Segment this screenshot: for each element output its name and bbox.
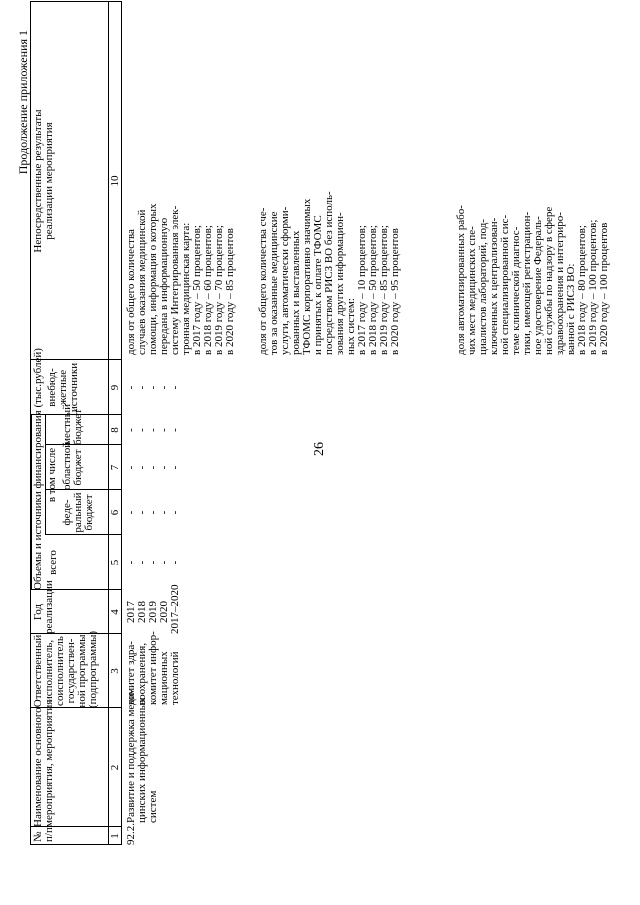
header-extra-2: жетные (57, 369, 69, 406)
header-year-1: Год (32, 603, 44, 621)
row-year-period: 2017–2020 (169, 584, 181, 634)
result-line: чих мест медицинских спе- (466, 226, 478, 355)
row-name-line-3: систем (147, 790, 159, 823)
result-line: ванной с РИСЗ ВО: (565, 263, 577, 355)
dash: - (125, 385, 137, 390)
dash: - (125, 560, 137, 565)
row-executor-line-2: воохранения, (136, 642, 148, 705)
result-line: ное удостоверение Федераль- (532, 216, 544, 355)
row-name-line-1: Развитие и поддержка меди- (125, 689, 137, 823)
header-year-2: реализации (43, 580, 55, 634)
colnum-7: 7 (109, 464, 121, 471)
result-line: в 2020 году – 100 процентов (598, 222, 610, 355)
row-executor-line-4: мационных (158, 651, 170, 705)
colnum-5: 5 (109, 559, 121, 566)
dash: - (125, 465, 137, 470)
result-line: в 2017 году – 10 процентов; (356, 225, 368, 355)
header-federal-2: ральный (72, 492, 84, 533)
result-line: теме клинической диагнос- (510, 226, 522, 355)
dash: - (158, 510, 170, 515)
result-line: ключенных к централизован- (488, 217, 500, 355)
result-line: в 2020 году – 95 процентов (389, 228, 401, 355)
dash: - (125, 428, 137, 432)
dash: - (136, 385, 148, 390)
col-border-0 (30, 844, 122, 845)
dash: - (136, 465, 148, 470)
header-extra-1: внебюд- (46, 368, 58, 407)
dash: - (147, 465, 159, 470)
dash: - (147, 510, 159, 515)
row-executor-line-5: технологий (169, 651, 181, 705)
header-num-2: п/п (43, 827, 55, 842)
result-line: в 2018 году – 60 процентов; (202, 225, 214, 355)
result-line: случаев оказания медицинской (136, 209, 148, 355)
result-line: в 2019 году – 85 процентов; (378, 225, 390, 355)
header-results-1: Непосредственные результаты (32, 109, 44, 253)
result-line: тов за оказанные медицинские (268, 211, 280, 355)
header-results-2: реализации мероприятия (43, 122, 55, 240)
header-executor-5: ной программы (76, 634, 88, 708)
dash: - (136, 428, 148, 432)
colnum-10: 10 (109, 175, 121, 187)
row-year-2019: 2019 (147, 601, 159, 623)
row-name-line-2: цинских информационных (136, 697, 148, 823)
header-executor-2: исполнитель, (43, 639, 55, 703)
dash: - (136, 510, 148, 515)
header-total: всего (47, 550, 59, 575)
result-line: ной службы по надзору в сфере (543, 206, 555, 355)
header-including: в том числе (46, 447, 58, 503)
header-bottom-border (108, 2, 109, 845)
result-line: в 2017 году – 50 процентов; (191, 225, 203, 355)
result-line: посредством РИСЗ ВО без исполь- (323, 191, 335, 355)
page-number: 26 (312, 442, 327, 456)
dash: - (158, 385, 170, 390)
dash: - (147, 560, 159, 565)
dash: - (147, 428, 159, 432)
dash: - (136, 560, 148, 565)
result-line: ТФОМС корпоративно значимых (301, 198, 313, 355)
dash: - (169, 465, 181, 470)
header-federal-1: феде- (61, 499, 73, 526)
result-line: доля автоматизированных рабо- (455, 205, 467, 355)
result-line: в 2018 году – 80 процентов; (576, 225, 588, 355)
column-numbers-border (121, 2, 122, 845)
result-line: зования других информацион- (334, 212, 346, 355)
result-line: ной специализированной сис- (499, 214, 511, 355)
row-executor-line-1: комитет здра- (125, 641, 137, 705)
header-num-1: № (32, 831, 44, 842)
result-line: помощи, информация о которых (147, 203, 159, 355)
header-local-1: местный (61, 404, 73, 445)
header-executor-6: (подпрограммы) (87, 630, 99, 708)
dash: - (158, 428, 170, 432)
header-funding-group: Объемы и источники финансирования (тыс.рублей) (32, 348, 44, 590)
dash: - (147, 385, 159, 390)
result-line: ных систем: (345, 298, 357, 355)
colnum-8: 8 (109, 427, 121, 433)
header-regional-2: бюджет (72, 449, 84, 486)
result-line: в 2019 году – 100 процентов; (587, 219, 599, 355)
dash: - (169, 510, 181, 515)
colnum-4: 4 (109, 609, 121, 615)
result-line: в 2019 году – 70 процентов; (213, 225, 225, 355)
result-line: доля от общего количества сче- (257, 207, 269, 355)
colnum-9: 9 (109, 384, 121, 391)
dash: - (158, 465, 170, 470)
header-regional-1: областной (61, 441, 73, 490)
header-local-2: бюджет (72, 409, 84, 445)
colnum-6: 6 (109, 509, 121, 516)
dash: - (125, 510, 137, 515)
header-executor-3: соисполнитель (54, 636, 66, 706)
result-line: систему Интегрированная элек- (169, 205, 181, 355)
continuation-label: Продолжение приложения 1 (16, 30, 30, 175)
result-line: и принятых к оплате ТФОМС (312, 215, 324, 355)
header-name-2: мероприятия, мероприятия (43, 699, 55, 827)
row-executor-line-3: комитет инфор- (147, 631, 159, 705)
header-extra-3: источники (68, 362, 80, 413)
result-line: услуги, автоматически сформи- (279, 206, 291, 355)
result-line: тронная медицинская карта: (180, 222, 192, 355)
result-line: здравоохранения и интегриро- (554, 212, 566, 355)
header-executor-1: Ответственный (32, 634, 44, 708)
row-number: 92.2. (125, 823, 137, 845)
header-executor-4: государствен- (65, 638, 77, 704)
dash: - (169, 428, 181, 432)
dash: - (158, 560, 170, 565)
result-line: доля от общего количества (125, 229, 137, 355)
result-line: циалистов лабораторий, под- (477, 219, 489, 355)
row-year-2017: 2017 (125, 601, 137, 623)
header-name-1: Наименование основного (32, 707, 44, 827)
result-line: в 2018 году – 50 процентов; (367, 225, 379, 355)
row-year-2018: 2018 (136, 601, 148, 623)
result-line: в 2020 году – 85 процентов (224, 228, 236, 355)
colnum-1: 1 (109, 833, 121, 839)
colnum-2: 2 (109, 764, 121, 771)
dash: - (169, 385, 181, 390)
result-line: тики, имеющей регистрацион- (521, 211, 533, 355)
result-line: передана в информационную (158, 217, 170, 355)
dash: - (169, 560, 181, 565)
colnum-3: 3 (109, 668, 121, 674)
result-line: рованных и выставленных (290, 230, 302, 355)
header-federal-3: бюджет (83, 494, 95, 531)
row-year-2020: 2020 (158, 601, 170, 623)
